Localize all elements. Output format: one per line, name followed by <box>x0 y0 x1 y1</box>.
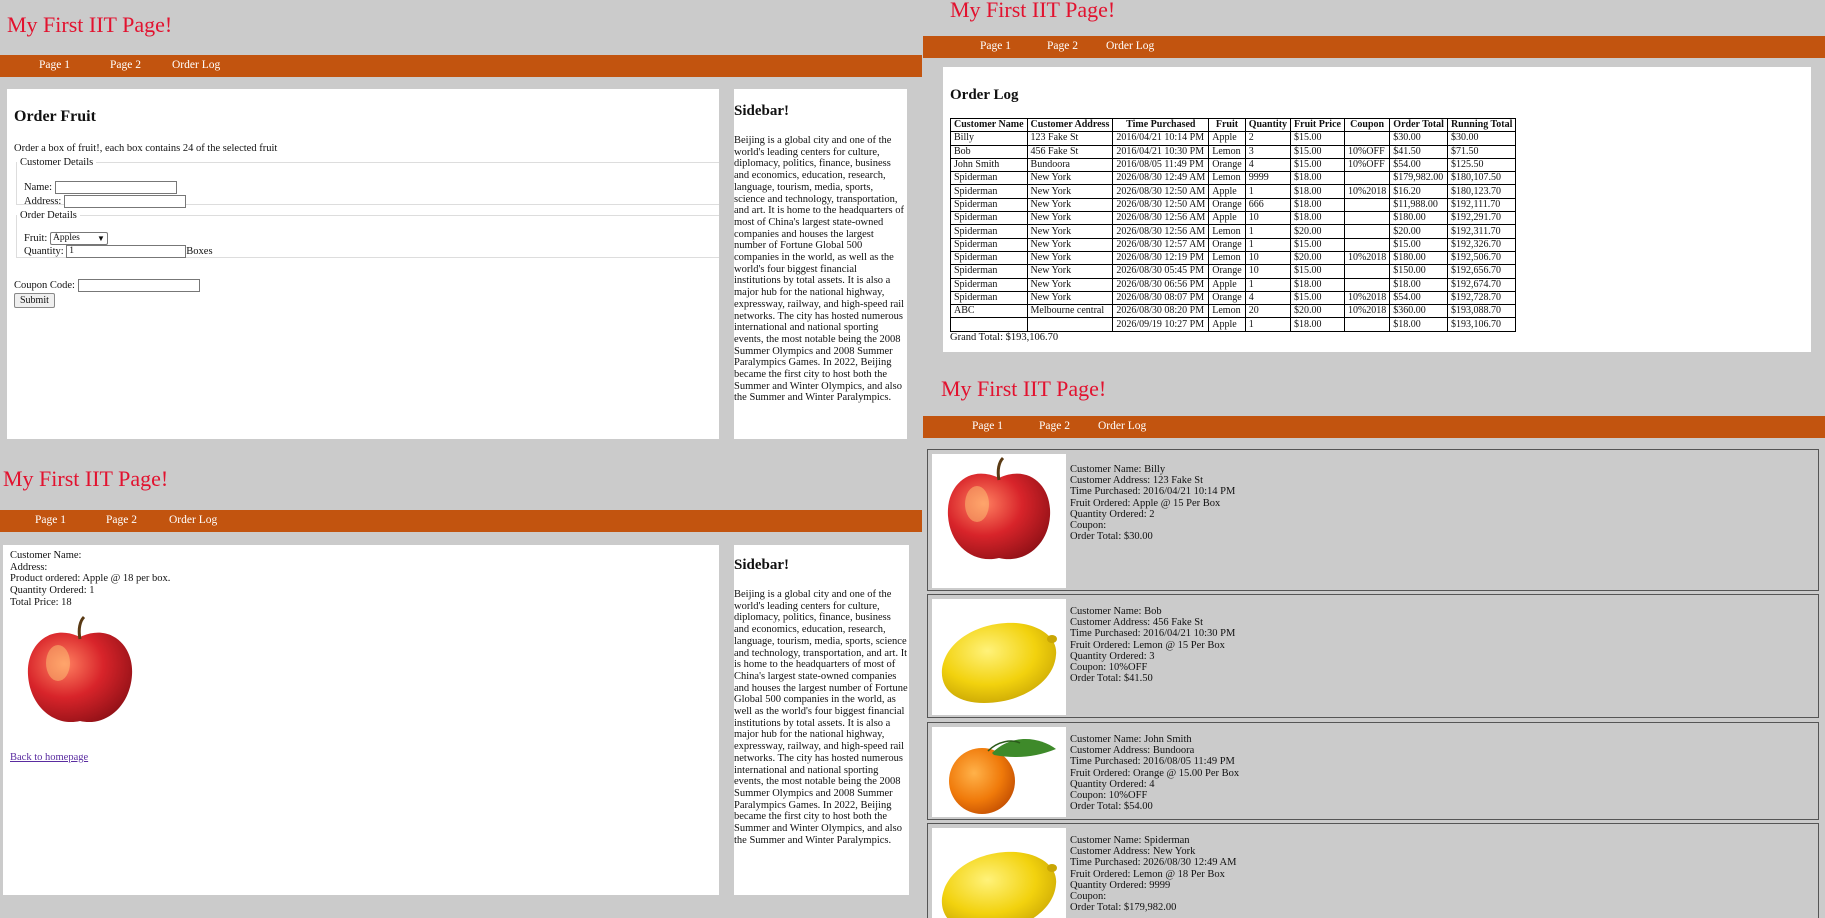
table-row <box>951 185 1516 198</box>
table-cell: Apple <box>1209 212 1245 225</box>
order-card-line: Customer Address: Bundoora <box>1070 745 1195 757</box>
table-cell: $125.50 <box>1447 158 1515 171</box>
order-card-details <box>1070 464 1235 542</box>
table-cell: 10%2018 <box>1344 185 1389 198</box>
nav-page-2[interactable]: Page 2 <box>106 514 137 526</box>
nav-order-log[interactable]: Order Log <box>1098 420 1147 432</box>
table-cell: 2016/04/21 10:14 PM <box>1113 132 1209 145</box>
site-title: My First IIT Page! <box>950 0 1116 22</box>
table-cell: $192,326.70 <box>1447 238 1515 251</box>
table-cell <box>1344 198 1389 211</box>
quantity-unit: Boxes <box>186 245 213 257</box>
order-card-line: Customer Address: 456 Fake St <box>1070 617 1203 629</box>
site-title: My First IIT Page! <box>941 376 1107 401</box>
confirmation-quantity: Quantity Ordered: 1 <box>10 585 95 597</box>
table-cell: $15.00 <box>1291 265 1345 278</box>
table-row <box>951 305 1516 318</box>
table-cell: $360.00 <box>1390 305 1448 318</box>
table-cell: $20.00 <box>1291 251 1345 264</box>
table-cell: ABC <box>951 305 1028 318</box>
table-cell: $193,088.70 <box>1447 305 1515 318</box>
table-cell: 20 <box>1245 305 1290 318</box>
order-card-details <box>1070 835 1236 913</box>
table-cell: $15.00 <box>1291 145 1345 158</box>
table-cell: New York <box>1027 198 1113 211</box>
table-cell: 1 <box>1245 185 1290 198</box>
coupon-input[interactable] <box>78 279 200 292</box>
order-card-line: Coupon: 10%OFF <box>1070 790 1148 802</box>
nav-page-2[interactable]: Page 2 <box>1047 40 1078 52</box>
table-cell <box>1344 318 1389 331</box>
order-card-line: Quantity Ordered: 3 <box>1070 650 1155 662</box>
fruit-label: Fruit: <box>24 232 48 244</box>
table-cell: $15.00 <box>1390 238 1448 251</box>
table-cell: $16.20 <box>1390 185 1448 198</box>
table-cell <box>1027 318 1113 331</box>
table-body <box>951 132 1516 331</box>
order-card-line: Order Total: $41.50 <box>1070 673 1153 685</box>
table-row <box>951 238 1516 251</box>
table-cell: 456 Fake St <box>1027 145 1113 158</box>
back-to-homepage-link[interactable]: Back to homepage <box>10 752 89 763</box>
table-cell: Apple <box>1209 185 1245 198</box>
table-cell: Orange <box>1209 238 1245 251</box>
order-details-legend: Order Details <box>20 210 77 221</box>
table-cell: $20.00 <box>1291 305 1345 318</box>
table-cell: 10%2018 <box>1344 291 1389 304</box>
fruit-select[interactable] <box>50 232 108 245</box>
table-cell: Apple <box>1209 132 1245 145</box>
nav-page-2[interactable]: Page 2 <box>1039 420 1070 432</box>
order-intro: Order a box of fruit!, each box contains 24 of the selected fruit <box>14 143 278 154</box>
order-log-table <box>950 118 1516 332</box>
table-cell: New York <box>1027 278 1113 291</box>
order-form-card <box>7 89 719 439</box>
nav-page-2[interactable]: Page 2 <box>110 59 141 71</box>
table-cell: $18.00 <box>1291 212 1345 225</box>
table-cell: $15.00 <box>1291 238 1345 251</box>
table-cell: $150.00 <box>1390 265 1448 278</box>
table-cell: 10 <box>1245 251 1290 264</box>
column-header: Coupon <box>1344 119 1389 132</box>
column-header: Order Total <box>1390 119 1448 132</box>
table-cell: Lemon <box>1209 172 1245 185</box>
customer-details-legend: Customer Details <box>20 157 94 168</box>
table-cell: 1 <box>1245 225 1290 238</box>
order-card-line: Fruit Ordered: Orange @ 15.00 Per Box <box>1070 767 1240 779</box>
table-cell: $15.00 <box>1291 291 1345 304</box>
table-row <box>951 145 1516 158</box>
table-cell: $18.00 <box>1291 198 1345 211</box>
table-cell: $18.00 <box>1291 278 1345 291</box>
order-card-details <box>1070 606 1235 684</box>
column-header: Customer Name <box>951 119 1028 132</box>
column-header: Fruit Price <box>1291 119 1345 132</box>
table-cell: Apple <box>1209 318 1245 331</box>
table-row <box>951 158 1516 171</box>
table-cell: $193,106.70 <box>1447 318 1515 331</box>
table-cell: 10 <box>1245 212 1290 225</box>
table-cell: $192,291.70 <box>1447 212 1515 225</box>
table-cell <box>951 318 1028 331</box>
quantity-value: 1 <box>69 246 75 256</box>
table-cell: New York <box>1027 238 1113 251</box>
confirmation-card <box>3 545 719 895</box>
table-cell: 2026/08/30 12:19 PM <box>1113 251 1209 264</box>
table-cell: 1 <box>1245 238 1290 251</box>
table-cell: Spiderman <box>951 172 1028 185</box>
table-cell <box>1344 212 1389 225</box>
site-title: My First IIT Page! <box>3 466 169 491</box>
table-cell <box>1344 278 1389 291</box>
table-cell: New York <box>1027 212 1113 225</box>
table-cell: $15.00 <box>1291 158 1345 171</box>
table-cell: $192,728.70 <box>1447 291 1515 304</box>
table-cell: Orange <box>1209 198 1245 211</box>
order-card-line: Customer Address: New York <box>1070 846 1196 858</box>
table-cell: 1 <box>1245 318 1290 331</box>
table-cell: 2026/08/30 12:50 AM <box>1113 198 1209 211</box>
order-card-line: Order Total: $54.00 <box>1070 801 1153 813</box>
table-cell: $180,123.70 <box>1447 185 1515 198</box>
sidebar-heading: Sidebar! <box>734 557 790 573</box>
table-cell: 10%2018 <box>1344 305 1389 318</box>
order-card-line: Fruit Ordered: Lemon @ 15 Per Box <box>1070 639 1225 651</box>
table-cell <box>1344 225 1389 238</box>
address-label: Address: <box>24 195 62 207</box>
table-cell: Orange <box>1209 265 1245 278</box>
table-cell: $192,656.70 <box>1447 265 1515 278</box>
sidebar-card <box>734 545 909 895</box>
table-cell: New York <box>1027 251 1113 264</box>
table-cell: 2016/08/05 11:49 PM <box>1113 158 1209 171</box>
table-cell: 4 <box>1245 158 1290 171</box>
order-card-line: Customer Address: 123 Fake St <box>1070 475 1203 487</box>
fruit-selected-value: Apples <box>52 233 80 243</box>
table-row <box>951 278 1516 291</box>
table-cell: $20.00 <box>1390 225 1448 238</box>
table-cell: $18.00 <box>1291 185 1345 198</box>
table-cell: 123 Fake St <box>1027 132 1113 145</box>
table-cell: $192,111.70 <box>1447 198 1515 211</box>
table-cell: Spiderman <box>951 212 1028 225</box>
coupon-row <box>14 279 200 292</box>
table-cell: $54.00 <box>1390 291 1448 304</box>
table-cell: $180.00 <box>1390 212 1448 225</box>
order-card-line: Coupon: <box>1070 891 1107 903</box>
address-input[interactable] <box>64 195 186 208</box>
order-log-heading: Order Log <box>950 87 1019 103</box>
order-card-line: Time Purchased: 2016/04/21 10:14 PM <box>1070 486 1236 498</box>
table-cell: $30.00 <box>1390 132 1448 145</box>
table-cell: $54.00 <box>1390 158 1448 171</box>
table-cell: 10%OFF <box>1344 158 1389 171</box>
table-cell: New York <box>1027 291 1113 304</box>
table-row <box>951 251 1516 264</box>
table-row <box>951 225 1516 238</box>
order-card-line: Time Purchased: 2016/08/05 11:49 PM <box>1070 756 1235 768</box>
table-cell: 3 <box>1245 145 1290 158</box>
lemon-image <box>932 599 1066 715</box>
table-cell: Melbourne central <box>1027 305 1113 318</box>
table-row <box>951 132 1516 145</box>
coupon-label: Coupon Code: <box>14 279 75 291</box>
order-form-pane <box>0 0 922 450</box>
sidebar-text: Beijing is a global city and one of the world's leading centers for culture, diplomacy, politics, finance, business and economics, education, research, language, tourism, media, sports, science and technology, transportation, and art. It is home to the headquarters of most of China's largest state-owned companies and houses the largest number of Fortune Global 500 companies in the world, as well as the world's four biggest financial institutions by total assets. It is also a major hub for the national highway, expressway, railway, and high-speed rail networks. The city has hosted numerous international and national sporting events, the most notable being the 2008 Summer Olympics and 2008 Summer Paralympics Games. In 2022, Beijing became the first city to host both the Summer and Winter Olympics, and also the Summer and Winter Paralympics. <box>734 589 908 846</box>
table-cell: Orange <box>1209 291 1245 304</box>
orange-image <box>932 727 1066 817</box>
table-cell: Lemon <box>1209 305 1245 318</box>
table-cell: New York <box>1027 172 1113 185</box>
nav-page-1[interactable]: Page 1 <box>980 40 1011 52</box>
table-cell: 2016/04/21 10:30 PM <box>1113 145 1209 158</box>
table-cell: 10%OFF <box>1344 145 1389 158</box>
order-card-line: Customer Name: Billy <box>1070 464 1166 475</box>
navbar <box>0 510 922 532</box>
order-card-line: Quantity Ordered: 4 <box>1070 778 1155 790</box>
table-cell: $18.00 <box>1390 318 1448 331</box>
sidebar-heading: Sidebar! <box>734 103 790 119</box>
order-card-line: Time Purchased: 2026/08/30 12:49 AM <box>1070 857 1237 869</box>
confirmation-customer-name: Customer Name: <box>10 550 82 561</box>
table-row <box>951 291 1516 304</box>
table-cell: New York <box>1027 185 1113 198</box>
order-form-heading: Order Fruit <box>14 108 96 125</box>
order-card <box>927 722 1819 820</box>
table-cell: Lemon <box>1209 145 1245 158</box>
order-card-line: Fruit Ordered: Apple @ 15 Per Box <box>1070 497 1221 509</box>
table-cell: 10%2018 <box>1344 251 1389 264</box>
table-cell: 2026/08/30 12:49 AM <box>1113 172 1209 185</box>
table-cell: Lemon <box>1209 225 1245 238</box>
confirmation-pane <box>0 454 922 918</box>
confirmation-address: Address: <box>10 561 48 573</box>
table-cell: Spiderman <box>951 198 1028 211</box>
table-cell: $180,107.50 <box>1447 172 1515 185</box>
quantity-label: Quantity: <box>24 245 64 257</box>
table-cell: 2 <box>1245 132 1290 145</box>
table-cell: 1 <box>1245 278 1290 291</box>
table-cell: $71.50 <box>1447 145 1515 158</box>
column-header: Quantity <box>1245 119 1290 132</box>
table-row <box>951 172 1516 185</box>
order-card-line: Customer Name: Spiderman <box>1070 835 1190 846</box>
table-cell: 4 <box>1245 291 1290 304</box>
table-cell: $192,674.70 <box>1447 278 1515 291</box>
column-header: Fruit <box>1209 119 1245 132</box>
table-cell: Bundoora <box>1027 158 1113 171</box>
table-cell: $20.00 <box>1291 225 1345 238</box>
apple-image <box>932 454 1066 588</box>
column-header: Time Purchased <box>1113 119 1209 132</box>
order-card <box>927 449 1819 591</box>
table-cell: 2026/08/30 12:57 AM <box>1113 238 1209 251</box>
table-cell: 2026/08/30 12:56 AM <box>1113 212 1209 225</box>
order-log-card <box>943 67 1811 352</box>
table-cell: 2026/08/30 05:45 PM <box>1113 265 1209 278</box>
table-cell: $180.00 <box>1390 251 1448 264</box>
confirmation-product: Product ordered: Apple @ 18 per box. <box>10 573 171 585</box>
table-cell: $41.50 <box>1390 145 1448 158</box>
nav-order-log[interactable]: Order Log <box>172 59 221 71</box>
table-row <box>951 265 1516 278</box>
table-cell <box>1344 172 1389 185</box>
table-cell: $18.00 <box>1291 172 1345 185</box>
table-cell: 2026/08/30 06:56 PM <box>1113 278 1209 291</box>
quantity-input[interactable] <box>66 245 186 258</box>
table-row <box>951 318 1516 331</box>
column-header: Running Total <box>1447 119 1515 132</box>
table-cell: New York <box>1027 265 1113 278</box>
confirmation-details <box>10 550 170 609</box>
site-title: My First IIT Page! <box>7 12 173 37</box>
table-cell: $192,506.70 <box>1447 251 1515 264</box>
order-card-line: Order Total: $179,982.00 <box>1070 902 1177 914</box>
table-cell: Spiderman <box>951 185 1028 198</box>
order-card-line: Quantity Ordered: 9999 <box>1070 879 1171 891</box>
table-cell: 9999 <box>1245 172 1290 185</box>
table-cell: New York <box>1027 225 1113 238</box>
table-cell: $15.00 <box>1291 132 1345 145</box>
name-input[interactable] <box>55 181 177 194</box>
navbar <box>0 55 922 77</box>
order-card-line: Coupon: 10%OFF <box>1070 662 1148 674</box>
table-cell: Spiderman <box>951 238 1028 251</box>
table-cell <box>1344 265 1389 278</box>
table-cell: Spiderman <box>951 265 1028 278</box>
table-header-row <box>951 119 1516 132</box>
submit-button[interactable]: Submit <box>14 293 55 308</box>
sidebar-card <box>734 89 907 439</box>
table-cell: Apple <box>1209 278 1245 291</box>
table-cell: $18.00 <box>1390 278 1448 291</box>
order-card <box>927 823 1819 918</box>
navbar <box>923 416 1825 438</box>
nav-page-1[interactable]: Page 1 <box>39 59 70 71</box>
table-cell: 2026/08/30 12:56 AM <box>1113 225 1209 238</box>
name-label: Name: <box>24 181 52 193</box>
table-cell: $179,982.00 <box>1390 172 1448 185</box>
order-card-line: Order Total: $30.00 <box>1070 531 1153 543</box>
table-cell: Spiderman <box>951 251 1028 264</box>
confirmation-total: Total Price: 18 <box>10 596 72 608</box>
order-card-line: Customer Name: John Smith <box>1070 734 1192 745</box>
quantity-row <box>24 245 213 258</box>
table-cell: $192,311.70 <box>1447 225 1515 238</box>
order-card-line: Customer Name: Bob <box>1070 606 1162 617</box>
navbar <box>923 36 1825 58</box>
table-cell: John Smith <box>951 158 1028 171</box>
table-cell: 2026/08/30 08:07 PM <box>1113 291 1209 304</box>
order-card-details <box>1070 734 1239 812</box>
nav-order-log[interactable]: Order Log <box>169 514 218 526</box>
table-cell <box>1344 132 1389 145</box>
table-cell: 2026/08/30 12:50 AM <box>1113 185 1209 198</box>
sidebar-text: Beijing is a global city and one of the world's leading centers for culture, diplomacy, politics, finance, business and economics, education, research, language, tourism, media, sports, science and technology, transportation, and art. It is home to the headquarters of most of China's largest state-owned companies and houses the largest number of Fortune Global 500 companies in the world, as well as the world's four biggest financial institutions by total assets. It is also a major hub for the national highway, expressway, railway, and high-speed rail networks. The city has hosted numerous international and national sporting events, the most notable being the 2008 Summer Olympics and 2008 Summer Paralympics Games. In 2022, Beijing became the first city to host both the Summer and Winter Olympics, and also the Summer and Winter Paralympics. <box>734 135 905 404</box>
order-card-line: Time Purchased: 2016/04/21 10:30 PM <box>1070 628 1236 640</box>
apple-image <box>20 615 140 730</box>
address-row <box>24 195 186 208</box>
table-row <box>951 212 1516 225</box>
nav-page-1[interactable]: Page 1 <box>972 420 1003 432</box>
order-card-line: Coupon: <box>1070 520 1107 532</box>
fruit-row <box>24 232 108 245</box>
order-log-pane <box>923 0 1825 360</box>
grand-total: Grand Total: $193,106.70 <box>950 332 1059 343</box>
order-cards-pane <box>923 370 1825 918</box>
table-cell: $18.00 <box>1291 318 1345 331</box>
lemon-image <box>932 828 1066 918</box>
table-cell: $30.00 <box>1447 132 1515 145</box>
chevron-down-icon: ▼ <box>97 234 105 243</box>
column-header: Customer Address <box>1027 119 1113 132</box>
order-card-line: Fruit Ordered: Lemon @ 18 Per Box <box>1070 868 1225 880</box>
order-card <box>927 594 1819 718</box>
table-cell: Billy <box>951 132 1028 145</box>
table-cell: 10 <box>1245 265 1290 278</box>
name-row <box>24 181 177 194</box>
table-cell: Spiderman <box>951 225 1028 238</box>
table-cell: Bob <box>951 145 1028 158</box>
table-cell: 2026/08/30 08:20 PM <box>1113 305 1209 318</box>
table-cell: $11,988.00 <box>1390 198 1448 211</box>
nav-page-1[interactable]: Page 1 <box>35 514 66 526</box>
table-cell: Spiderman <box>951 291 1028 304</box>
table-cell: 2026/09/19 10:27 PM <box>1113 318 1209 331</box>
order-card-line: Quantity Ordered: 2 <box>1070 508 1155 520</box>
table-cell: 666 <box>1245 198 1290 211</box>
table-cell: Spiderman <box>951 278 1028 291</box>
nav-order-log[interactable]: Order Log <box>1106 40 1155 52</box>
table-cell: Orange <box>1209 158 1245 171</box>
table-row <box>951 198 1516 211</box>
table-cell: Lemon <box>1209 251 1245 264</box>
table-cell <box>1344 238 1389 251</box>
